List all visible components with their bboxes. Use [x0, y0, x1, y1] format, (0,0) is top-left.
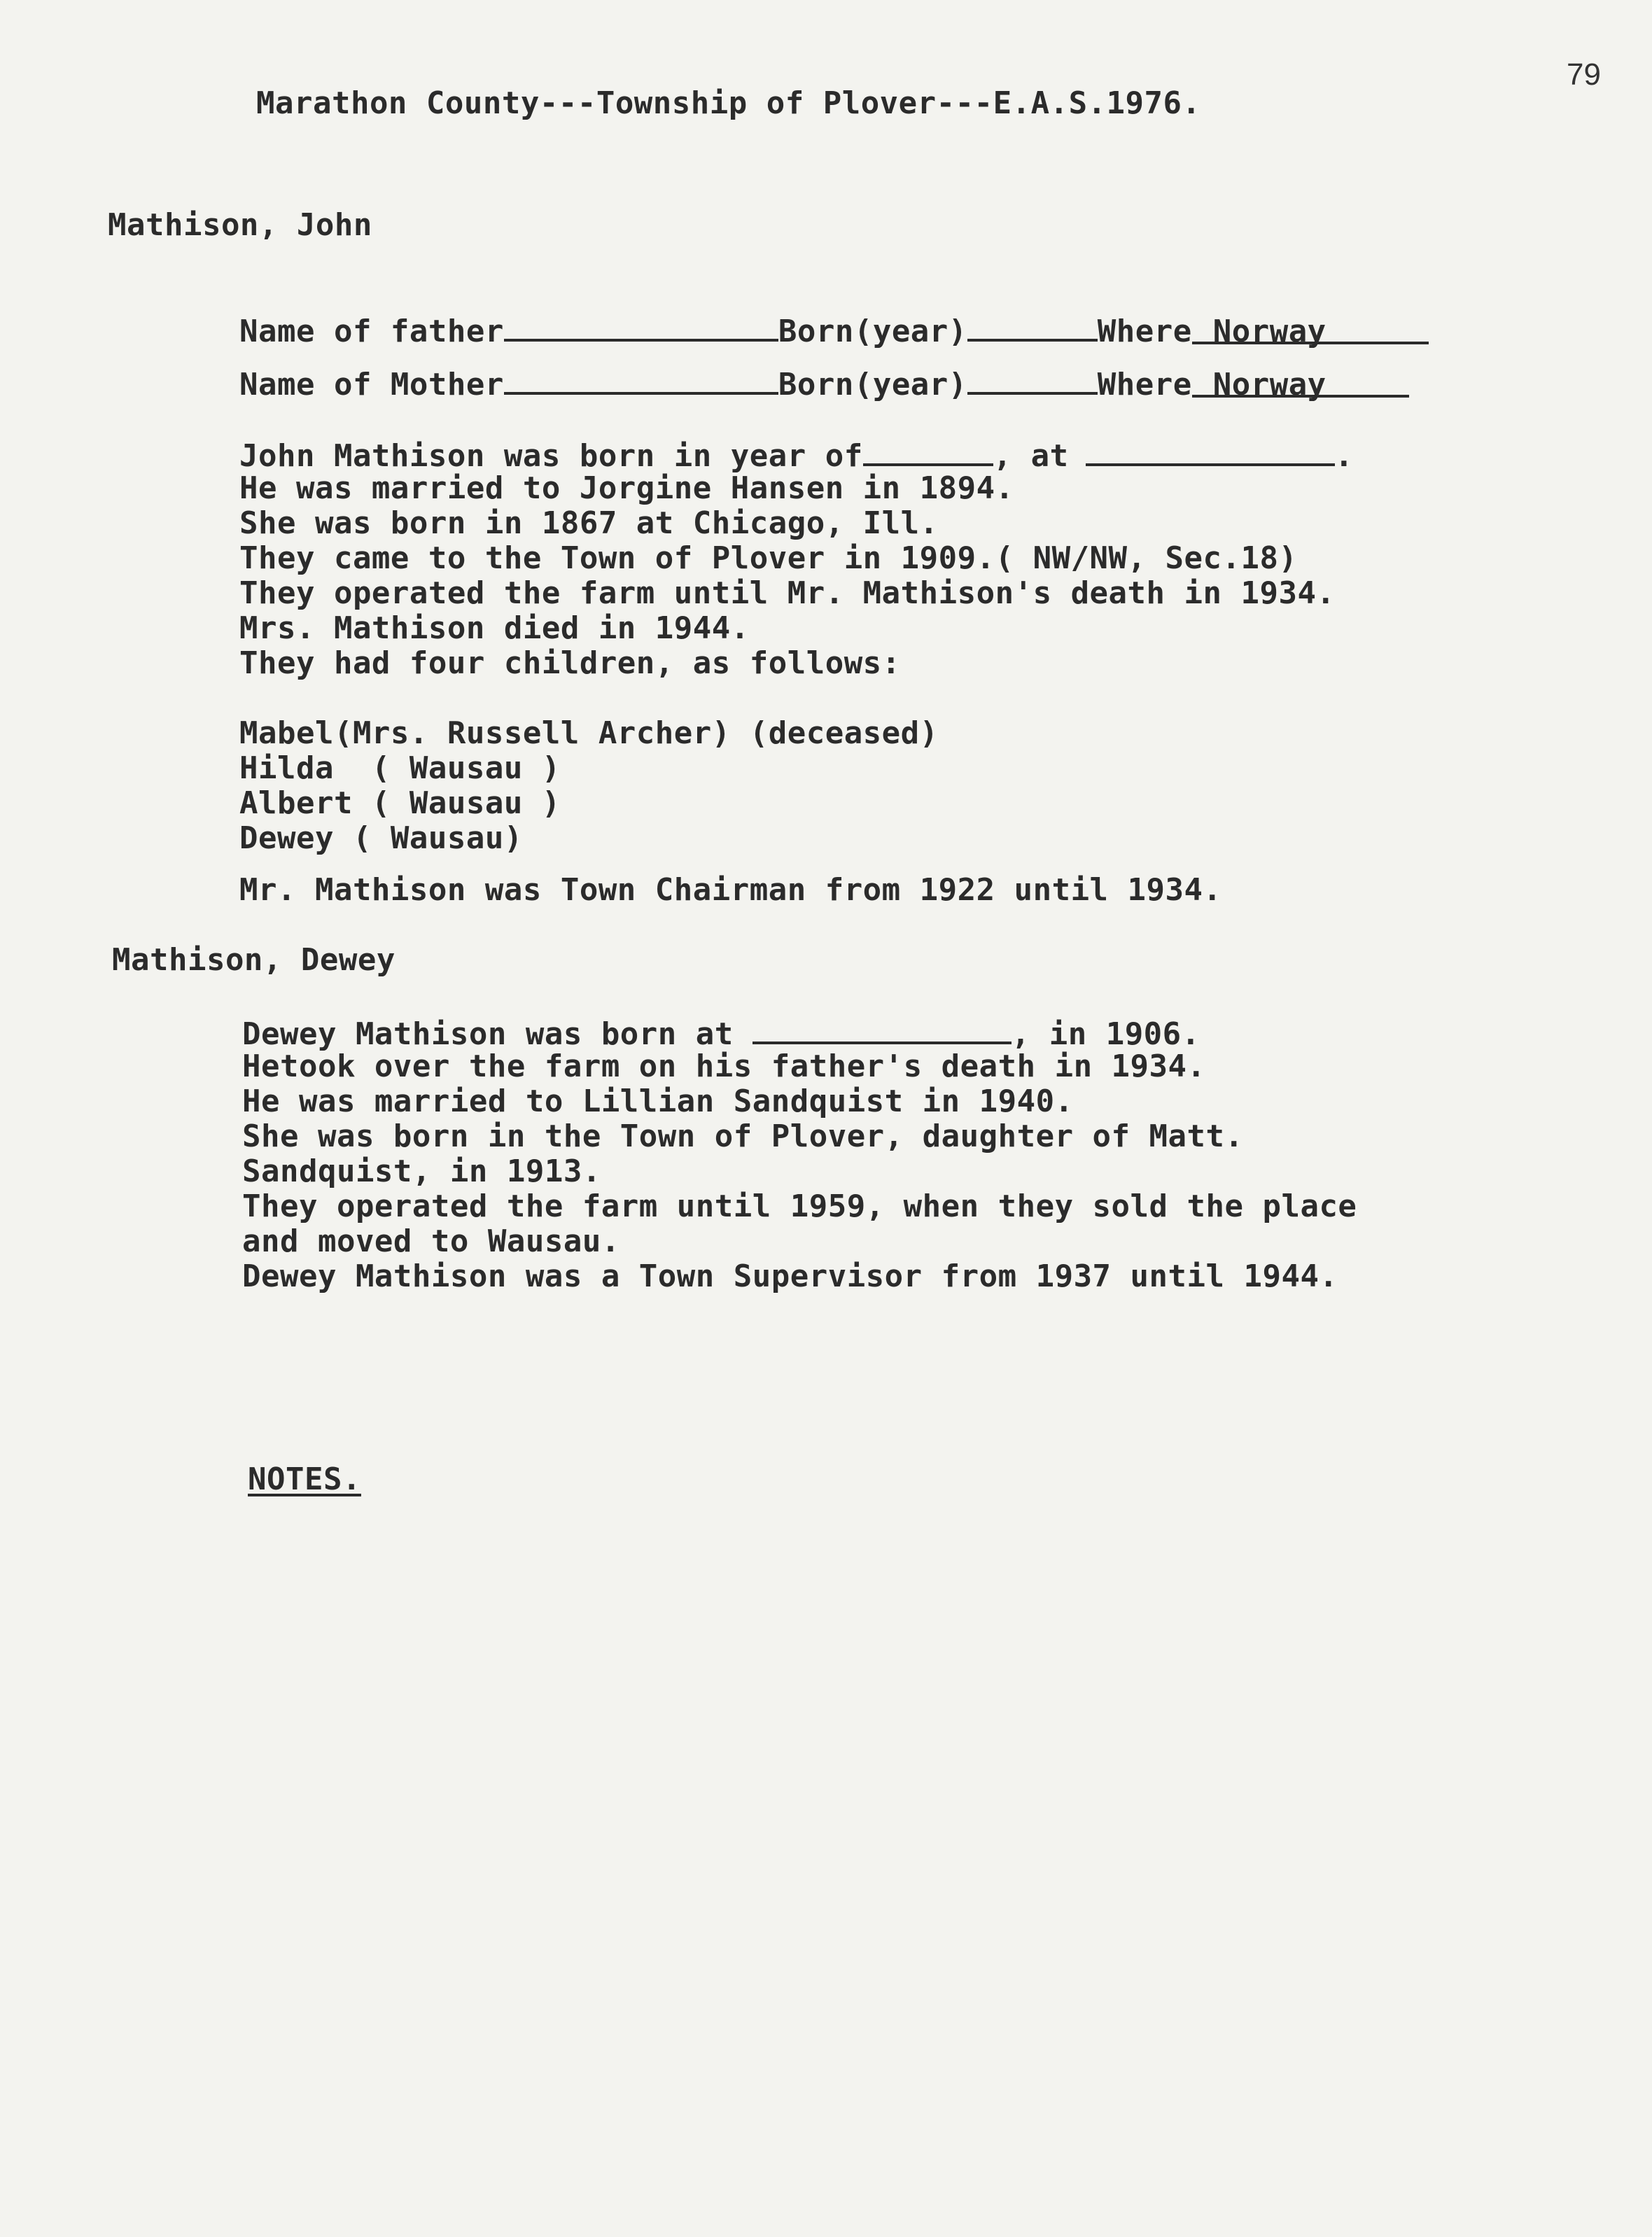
john-line: Mrs. Mathison died in 1944. [239, 610, 750, 646]
father-name-blank [504, 314, 778, 342]
dewey-line: They operated the farm until 1959, when they sold the place [242, 1188, 1357, 1224]
mother-name-blank [504, 367, 778, 395]
dewey-born-place-blank [752, 1016, 1011, 1044]
mother-born-label: Born(year) [778, 367, 967, 402]
father-where-label: Where [1097, 314, 1192, 349]
john-line: They had four children, as follows: [239, 645, 901, 681]
child-item: Hilda ( Wausau ) [239, 750, 561, 786]
father-where-value: Norway [1212, 314, 1326, 349]
page-header: Marathon County---Township of Plover---E.A.S.1976. [256, 85, 1201, 121]
john-line: They operated the farm until Mr. Mathison's death in 1934. [239, 575, 1336, 611]
mother-where-value: Norway [1212, 367, 1326, 402]
mother-where-label: Where [1097, 367, 1192, 402]
mother-where-field [1192, 367, 1409, 402]
father-born-label: Born(year) [778, 314, 967, 349]
child-item: Dewey ( Wausau) [239, 820, 523, 856]
mother-label: Name of Mother [239, 367, 504, 402]
dewey-born-year: , in 1906. [1011, 1016, 1200, 1052]
mother-row [239, 367, 1409, 400]
child-item: Mabel(Mrs. Russell Archer) (deceased) [239, 715, 939, 751]
john-born-at: , at [993, 438, 1069, 474]
dewey-born-line [242, 1016, 1200, 1050]
father-where-field [1192, 314, 1429, 349]
page-number: 79 [1567, 57, 1601, 92]
john-line: He was married to Jorgine Hansen in 1894. [239, 470, 1014, 506]
john-line: They came to the Town of Plover in 1909.( NW/NW, Sec.18) [239, 540, 1298, 576]
mother-born-blank [967, 367, 1098, 395]
john-born-end: . [1334, 438, 1354, 474]
john-chairman-line: Mr. Mathison was Town Chairman from 1922 until 1934. [239, 872, 1222, 908]
dewey-born-text: Dewey Mathison was born at [242, 1016, 752, 1052]
john-born-place-blank [1086, 438, 1335, 466]
dewey-line: Hetook over the farm on his father's death in 1934. [242, 1049, 1206, 1084]
father-row [239, 314, 1429, 347]
dewey-line: and moved to Wausau. [242, 1223, 620, 1259]
john-born-text: John Mathison was born in year of [239, 438, 863, 474]
john-born-line [239, 438, 1354, 472]
john-born-year-blank [863, 438, 993, 466]
john-line: She was born in 1867 at Chicago, Ill. [239, 505, 939, 541]
dewey-line: He was married to Lillian Sandquist in 1940. [242, 1084, 1074, 1119]
dewey-line: She was born in the Town of Plover, daughter of Matt. [242, 1118, 1244, 1154]
child-item: Albert ( Wausau ) [239, 785, 561, 821]
dewey-line: Sandquist, in 1913. [242, 1153, 601, 1189]
heading-dewey: Mathison, Dewey [112, 942, 396, 978]
notes-heading: NOTES. [248, 1461, 361, 1497]
heading-john: Mathison, John [108, 207, 372, 243]
dewey-line: Dewey Mathison was a Town Supervisor from 1937 until 1944. [242, 1258, 1338, 1294]
father-born-blank [967, 314, 1098, 342]
father-label: Name of father [239, 314, 504, 349]
